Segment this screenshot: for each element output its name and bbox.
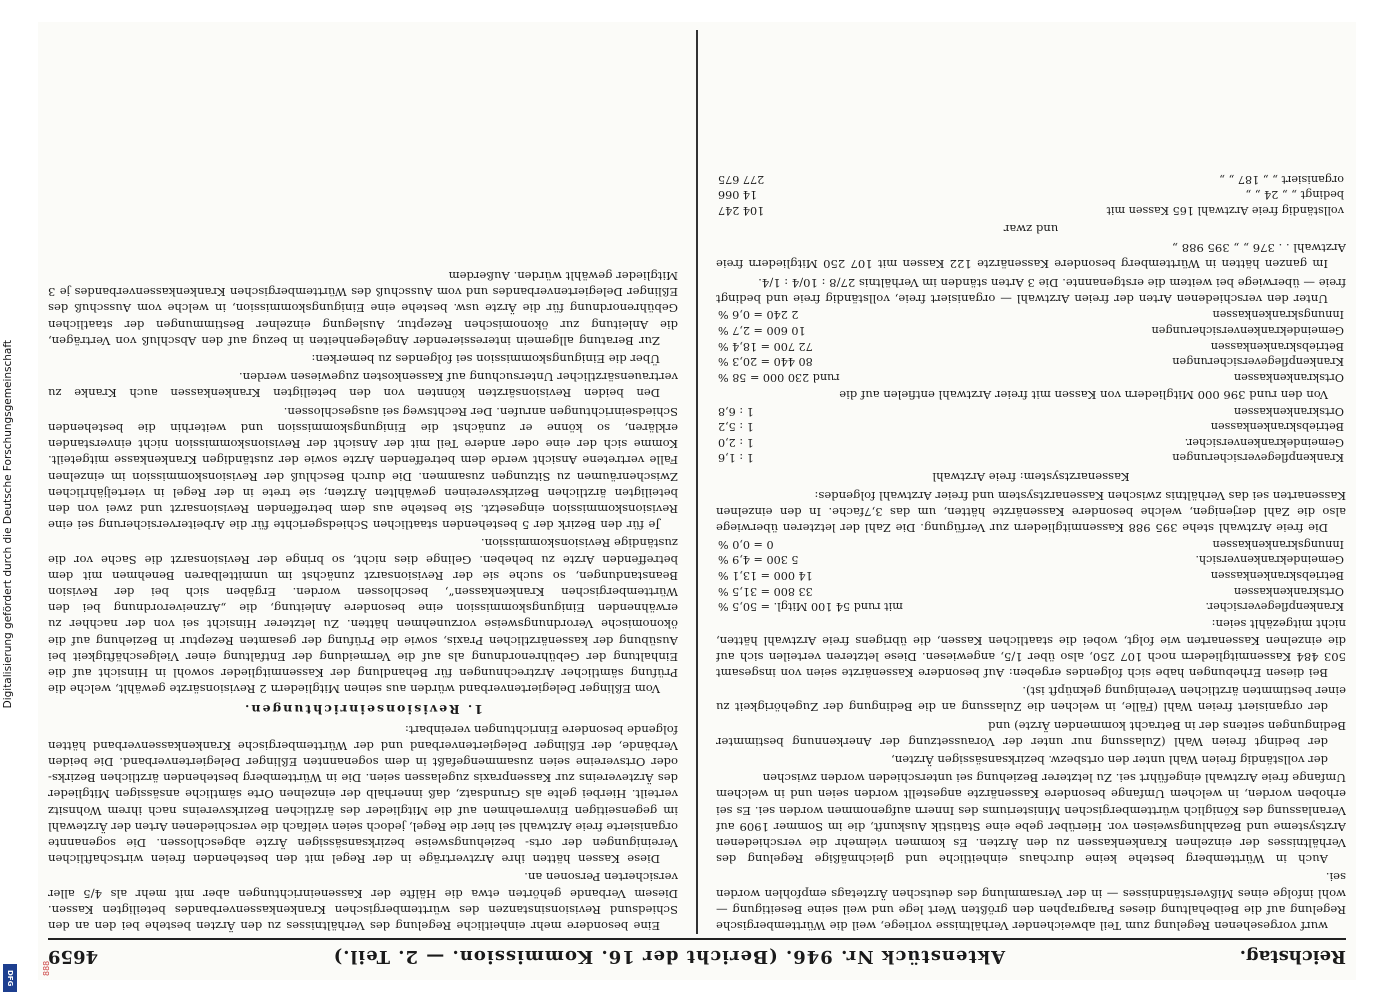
paragraph: der bedingt freien Wahl (Zulassung nur unter der Voraussetzung der Anerkennung bestimmter Bedingungen seitens der in Betracht kommenden Ärzte) und (716, 718, 1346, 749)
row-value: mit rund 54 100 Mitgl. = 50,5 % (718, 600, 903, 614)
table-row (716, 567, 1346, 583)
row-label: vollständig freie Arztwahl 165 Kassen mit (1106, 203, 1344, 217)
row-label: Ortskrankenkassen (1233, 584, 1344, 598)
table-row (716, 552, 1346, 568)
paragraph: der vollständig freien Wahl unter den ortsbezw. bezirksansässigen Ärzten, (891, 752, 1328, 767)
table-title: Kassenarztsystem: freie Arztwahl (932, 469, 1130, 484)
column-left (716, 30, 1346, 934)
row-value: 1 : 6,8 (718, 404, 754, 418)
table-row (716, 202, 1346, 218)
row-value: 33 800 = 31,5 % (718, 584, 813, 598)
table-row (716, 369, 1346, 385)
table-row (716, 450, 1346, 466)
row-label: organisiert „ „ 187 „ „ (1219, 172, 1344, 186)
table-row (716, 171, 1346, 187)
row-label: Gemeindekrankenversicher. (1184, 435, 1344, 449)
stats-table-2 (716, 403, 1346, 465)
row-value: 104 247 (718, 203, 765, 217)
funding-note: Digitalisierung gefördert durch die Deutsche Forschungsgemeinschaft (2, 340, 14, 709)
row-label: Innungskrankenkassen (1212, 537, 1344, 551)
row-label: Betriebskrankenkassen (1210, 339, 1344, 353)
paragraph: der organisiert freien Wahl (Fälle, in welchen die Zulassung an die Bedingung der Zugehörigkeit zu einer bestimmten ärztlichen Vereinigung geknüpft ist). (716, 684, 1346, 715)
table-row (716, 403, 1346, 419)
row-value: 14 066 (718, 188, 758, 202)
stats-table-4 (716, 171, 1346, 218)
row-value: 72 700 = 18,4 % (718, 339, 813, 353)
paragraph: Je für den Bezirk der 5 bestehenden staatlichen Schiedsgerichte für die Arbeiterversicherung sei eine Revisionskommission eingesetzt. Sie bestehe aus dem betreffenden Revisionsarzt und zwei von den beteiligten ärztlichen Bezirksvereinen gewählten Ärzten; sie trete in der Regel in vierteljährlichen Zwischenräumen zu Sitzungen zusammen. Die durch Beschluß der Revisionskommission im einzelnen Falle vertretene Ansicht werde dem betreffenden Arzte sowie der zuständigen Krankenkasse mitgeteilt. Komme sich der eine oder andere Teil mit der Ansicht der Revisionskommission nicht einverstanden erklären, so könne er zunächst die Einigungskommission und weiterhin die bestehenden Schiedseinrichtungen anrufen. Der Rechtsweg sei ausgeschlossen. (48, 404, 678, 533)
row-label: Betriebskrankenkassen (1210, 568, 1344, 582)
paragraph: Den beiden Revisionsärzten könnten von den beteiligten Krankenkassen auch Kranke zu vertrauensärztlicher Untersuchung auf Kassenkosten zugewiesen werden. (48, 370, 678, 401)
table-row (716, 307, 1346, 323)
row-value: 10 600 = 2,7 % (718, 324, 806, 337)
paragraph: Bei diesen Erhebungen habe sich folgendes ergeben: Auf besondere Kassenärzte seien von insgesamt 503 484 Kassenmitgliedern noch 107 250, also über 1/5, angewiesen. Diese letzteren verteilen sich auf die einzelnen Kassenarten wie folgt, wobei die staatlichen Kassen, die übrigens freie Arztwahl hätten, nicht mitgezählt seien: (716, 617, 1346, 680)
table-row (716, 599, 1346, 615)
header-title: Aktenstück Nr. 946. (Bericht der 16. Kommission. — 2. Teil.) (332, 946, 1006, 968)
row-label: Gemeindekrankenversicherungen (1151, 324, 1344, 337)
row-label: Krankenpflegeversicher. (1205, 600, 1344, 614)
row-label: bedingt „ „ 24 „ „ (1245, 188, 1344, 202)
table-row (716, 187, 1346, 203)
paragraph: wurf vorgesehenen Regelung zum Teil abweichender Verhältnisse vorliege, weil die Württembergische Regelung auf die Beibehaltung dieses Paragraphen den größten Wert lege und weil seine Beseitigung — wohl infolge eines Mißverständnisses — in der Versammlung des deutschen Ärztetags empfohlen worden sei. (716, 870, 1346, 933)
row-value: 2 240 = 0,6 % (718, 308, 799, 322)
row-value: 14 000 = 13,1 % (718, 568, 813, 582)
row-label: Gemeindekrankenversich. (1195, 553, 1344, 567)
row-value: 0 = 0,0 % (718, 537, 774, 551)
column-divider (696, 30, 698, 934)
paragraph: Eine besondere mehr einheitliche Regelung des Verhältnisses zu den Ärzten bestehe bei den an den Schiedsund Revisionsinstanzen des württembergischen Krankenkassenverbandes beteiligten Kassen. Diesem Verbande gehörten etwa die Hälfte der Kasseneinrichtungen aber mit mehr als 4/5 aller versicherten Personen an. (48, 870, 678, 933)
dfg-logo: DFG (3, 964, 17, 992)
table-row (716, 322, 1346, 338)
paragraph: Auch in Württemberg bestehe keine durchaus einheitliche und gleichmäßige Regelung des Verhältnisses der einzelnen Krankenkassen zu den Ärzten. Es kommen vielmehr die verschiedenen Arztsysteme und Bezahlungsweisen vor. Hierüber gebe eine Statistik Auskunft, die im Sommer 1909 auf Veranlassung des Königlich württembergischen Ministeriums des Innern aufgenommen worden sei. Es sei erhoben worden, in welchem Umfange besondere Kassenärzte angestellt worden seien und in welchem Umfange freie Arztwahl eingeführt sei. Zu letzterer Beziehung sei unterschieden worden zwischen (716, 771, 1346, 867)
row-label: Innungskrankenkassen (1212, 308, 1344, 322)
paragraph: Vom Eßlinger Delegiertenverband würden aus seinen Mitgliedern 2 Revisionsärzte gewählt, welche die Prüfung sämtlicher Arztrechnungen für Behandlung der Kassenmitglieder sowohl in Hinsicht auf die Einhaltung der Gebührenordnung als auf die Vermeidung der Entfaltung einer Vielgeschäftigkeit bei Ausübung der kassenärztlichen Praxis, sowie die Prüfung der gesamten Rezeptur in Beziehung auf die ökonomische Verordnungsweise vorzunehmen hätten. Zu letzterer Hinsicht sei von der nachher zu erwähnenden Einigungskommission eine besondere Anleitung, die „Arzneiverordnung bei den Württembergischen Krankenkassen“, beschlossen worden. Ergäben sich bei der Revision Beanstandungen, so suche sie der Revisionsarzt zunächst im unmittelbaren Benehmen mit dem betreffenden Arzte zu beheben. Gelinge dies nicht, so bringe der Revisionsarzt die Sache vor die zuständige Revisionskommission. (48, 536, 678, 697)
paragraph: Unter den verschiedenen Arten der freien Arztwahl — organisiert freie, vollständig freie und bedingt freie — überwiege bei weitem die erstgenannte. Die 3 Arten ständen im Verhältnis 27/8 : 10/4 : 1/4. (716, 275, 1346, 306)
row-value: 1 : 1,6 (718, 451, 754, 465)
corner-mark: 888 (42, 960, 51, 976)
row-value: 1 : 5,2 (718, 420, 754, 434)
row-value: 5 300 = 4,9 % (718, 553, 799, 567)
row-value: 1 : 2,0 (718, 435, 754, 449)
page-header (48, 938, 1346, 974)
text-columns (48, 30, 1346, 934)
section-heading: 1. Revisionseinrichtungen. (243, 702, 483, 718)
table-row (716, 354, 1346, 370)
row-label: Ortskrankenkassen (1233, 404, 1344, 418)
table-row (716, 338, 1346, 354)
paragraph: Über die Einigungskommission sei folgendes zu bemerken: (311, 352, 660, 367)
paragraph: Im ganzen hätten in Württemberg besondere Kassenärzte 122 Kassen mit 107 250 Mitgliedern freie Arztwahl . . 376 „ „ 395 988 „ (716, 241, 1346, 272)
row-label: Ortskrankenkassen (1233, 370, 1344, 384)
paragraph: Zur Beratung allgemein interessierender Angelegenheiten in bezug auf den Abschluß von Verträgen, die Anleitung zur ökonomischen Rezeptur, Auslegung einzelner Bestimmungen der staatlichen Gebührenordnung für die Ärzte usw. bestehe eine Einigungskommission, in welche vom Ausschuß des Eßlinger Delegiertenverbandes und vom Ausschuß des Württembergischen Krankenkassenverbandes je 3 Mitglieder gewählt würden. Außerdem (48, 269, 678, 348)
row-label: Krankenpflegeversicherungen (1172, 451, 1344, 465)
paragraph: Diese Kassen hätten ihre Arztverträge in der Regel mit den bestehenden freien wirtschaftlichen Vereinigungen der orts- beziehungsweise bezirksansässigen Ärzte abgeschlossen. Die sogenannte organisierte freie Arztwahl sei hier die Regel, jedoch seien vielfach die verschiedenen Arten der Ärztewahl im gegenseitigen Einvernehmen auf die Mitglieder des ärztlichen Bezirksvereins nach ihrem Wohnsitz verteilt. Hierbei gelte als Grundsatz, daß innerhalb der einzelnen Orte sämtliche ansässigen Mitglieder des Ärztevereins zur Kassenpraxis zugelassen seien. Die in Württemberg bestehenden ärztlichen Bezirks- oder Ortsvereine seien zusammengefaßt in dem sogenannten Eßlinger Delegiertenverband. Die beiden Verbände, der Eßlinger Delegiertenverband und der Württembergische Krankenkassenverband hätten folgende besondere Einrichtungen vereinbart: (48, 722, 678, 867)
header-left: Reichstag. (1239, 946, 1346, 968)
page-number: 4659 (48, 946, 99, 968)
stats-table-1 (716, 536, 1346, 614)
table-row (716, 434, 1346, 450)
table-row (716, 419, 1346, 435)
paragraph: Die freie Arztwahl stehe 395 988 Kassenmitgliedern zur Verfügung. Die Zahl der letzteren überwiege also die Zahl derjenigen, welche besondere Kassenärzte hätten, um das 3,7fache. In den einzelnen Kassenarten sei das Verhältnis zwischen Kassenarztsystem und freier Arztwahl folgendes: (716, 488, 1346, 536)
row-value: 80 440 = 20,3 % (718, 355, 813, 369)
row-label: Krankenpflegeversicherungen (1172, 355, 1344, 369)
paragraph: Von den rund 396 000 Mitgliedern von Kassen mit freier Arztwahl entfielen auf die (839, 387, 1328, 402)
table-row (716, 536, 1346, 552)
document-page (38, 22, 1356, 980)
row-value: rund 230 000 = 58 % (718, 370, 840, 384)
column-right (48, 30, 678, 934)
row-value: 277 675 (718, 172, 765, 186)
paragraph: und zwar (1003, 222, 1059, 236)
table-row (716, 583, 1346, 599)
row-label: Betriebskrankenkassen (1210, 420, 1344, 434)
stats-table-3 (716, 307, 1346, 385)
